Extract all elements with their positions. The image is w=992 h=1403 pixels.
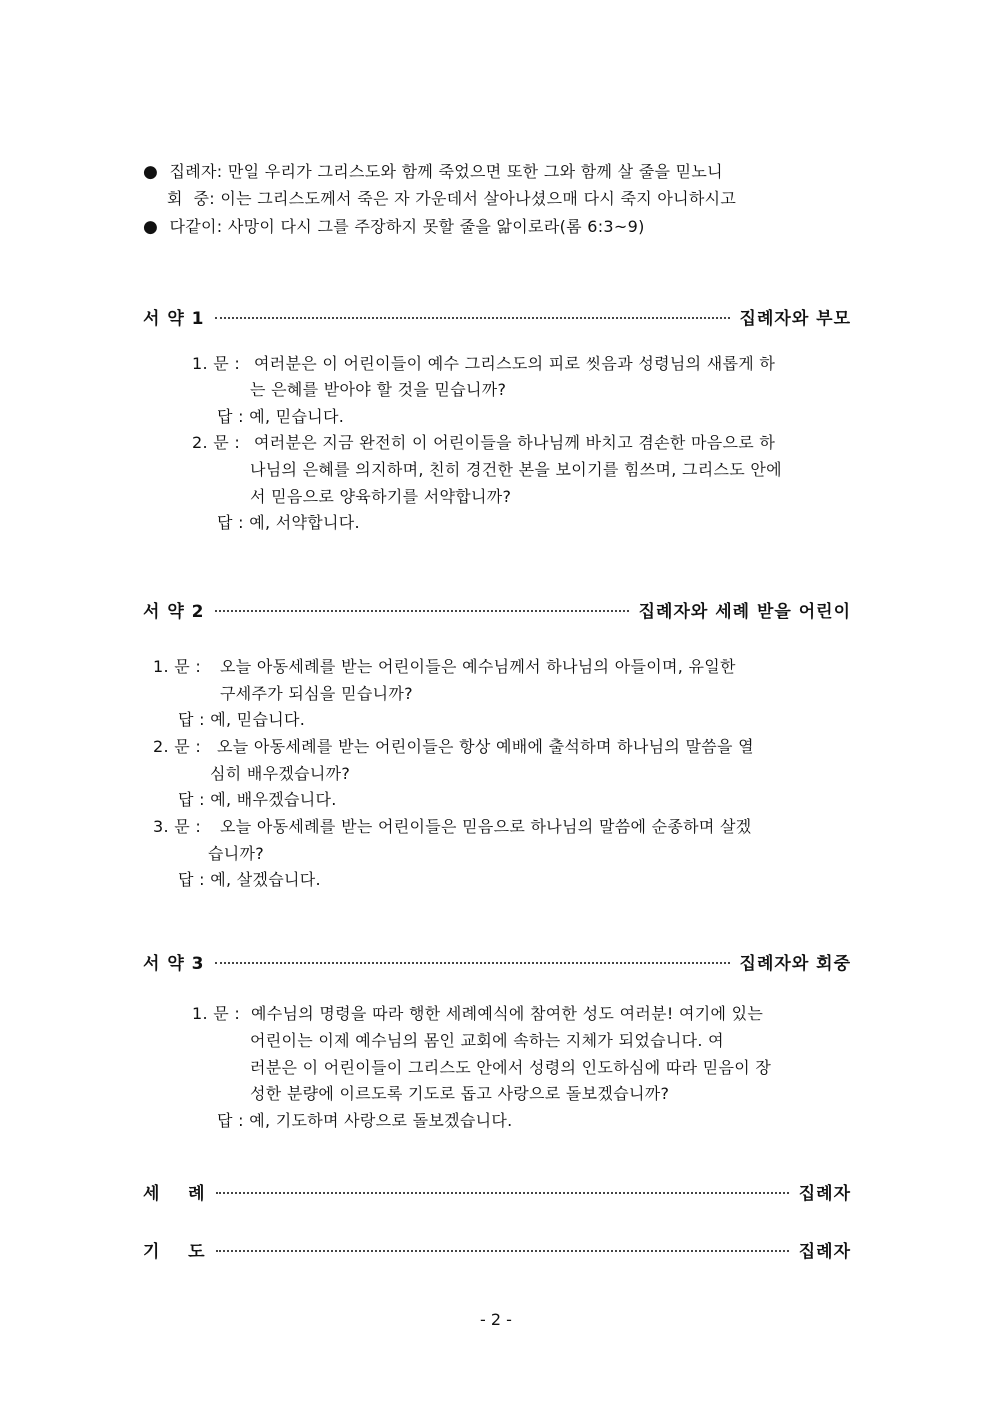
vow2-q3-line: 오늘 아동세례를 받는 어린이들은 믿음으로 하나님의 말씀에 순종하며 살겠 [220,817,752,836]
page-number: - 2 - [480,1310,512,1329]
vow2-q2-answer [178,790,337,810]
vow3-participants: 집례자와 회중 [739,953,851,974]
vow2-participants: 집례자와 세례 받을 어린이 [638,601,851,622]
vow3-heading [143,948,851,974]
intro-line-2 [167,189,736,209]
vow2-title: 서 약 2 [143,601,205,622]
bullet-icon: ● [143,217,159,237]
vow1-participants: 집례자와 부모 [739,308,851,329]
vow1-heading [143,303,851,329]
leader-dots [216,1250,789,1252]
leader-dots [215,610,629,612]
intro-text: 만일 우리가 그리스도와 함께 죽었으면 또한 그와 함께 살 줄을 믿노니 [227,162,723,181]
vow2-q2-line: 심히 배우겠습니까? [210,764,351,783]
vow1-q2-num: 2. 문 : [192,433,241,452]
vow1-q1-line: 는 은혜를 받아야 할 것을 믿습니까? [250,380,507,399]
vow1-q2-line: 나님의 은혜를 의지하며, 친히 경건한 본을 보이기를 힘쓰며, 그리스도 안에 [250,460,782,479]
answer-text: 예, 믿습니다. [249,407,345,426]
prayer-heading [143,1236,851,1262]
leader-dots [215,962,730,964]
answer-label: 답 : [178,790,205,809]
answer-text: 예, 기도하며 사랑으로 돌보겠습니다. [249,1111,513,1130]
baptism-heading [143,1178,851,1204]
answer-text: 예, 서약합니다. [249,513,360,532]
answer-text: 예, 배우겠습니다. [210,790,337,809]
vow2-q1-line: 오늘 아동세례를 받는 어린이들은 예수님께서 하나님의 아들이며, 유일한 [220,657,736,676]
vow2-q1-answer [178,710,305,730]
answer-text: 예, 살겠습니다. [210,870,321,889]
vow3-q1-line: 성한 분량에 이르도록 기도로 돕고 사랑으로 돌보겠습니까? [250,1084,670,1103]
vow1-q2-answer [217,513,360,533]
prayer-title: 기 도 [143,1241,206,1262]
intro-line-1 [143,162,723,182]
vow2-q3-answer [178,870,321,890]
vow1-q2-line: 서 믿음으로 양육하기를 서약합니까? [250,487,512,506]
vow2-q1-num: 1. 문 : [153,657,202,676]
intro-line-3 [143,217,645,237]
baptism-officiant: 집례자 [798,1183,851,1204]
vow1-q1-line: 여러분은 이 어린이들이 예수 그리스도의 피로 씻음과 성령님의 새롭게 하 [254,354,776,373]
leader-dots [215,317,730,319]
vow3-q1-num: 1. 문 : [192,1004,241,1023]
prayer-officiant: 집례자 [798,1241,851,1262]
vow2-q2-line: 오늘 아동세례를 받는 어린이들은 항상 예배에 출석하며 하나님의 말씀을 열 [217,737,754,756]
vow3-q1-line: 러분은 이 어린이들이 그리스도 안에서 성령의 인도하심에 따라 믿음이 장 [250,1058,772,1077]
vow2-q1-line: 구세주가 되심을 믿습니까? [220,684,413,703]
vow3-q1-line: 어린이는 이제 예수님의 몸인 교회에 속하는 지체가 되었습니다. 여 [250,1031,724,1050]
speaker-label: 집례자: [169,162,223,181]
answer-label: 답 : [217,407,244,426]
vow1-title: 서 약 1 [143,308,205,329]
vow2-q2-num: 2. 문 : [153,737,202,756]
answer-label: 답 : [217,513,244,532]
answer-text: 예, 믿습니다. [210,710,306,729]
vow3-title: 서 약 3 [143,953,205,974]
vow3-q1-line: 예수님의 명령을 따라 행한 세례예식에 참여한 성도 여러분! 여기에 있는 [251,1004,764,1023]
speaker-label: 다같이: [169,217,223,236]
leader-dots [216,1192,789,1194]
vow2-heading [143,596,851,622]
answer-label: 답 : [217,1111,244,1130]
answer-label: 답 : [178,870,205,889]
vow1-q2-line: 여러분은 지금 완전히 이 어린이들을 하나님께 바치고 겸손한 마음으로 하 [254,433,776,452]
vow1-q1-answer [217,407,344,427]
speaker-label: 회 중: [167,189,215,208]
vow3-q1-answer [217,1111,513,1131]
intro-text: 이는 그리스도께서 죽은 자 가운데서 살아나셨으매 다시 죽지 아니하시고 [220,189,737,208]
baptism-title: 세 례 [143,1183,206,1204]
vow2-q3-num: 3. 문 : [153,817,202,836]
vow2-q3-line: 습니까? [208,844,265,863]
answer-label: 답 : [178,710,205,729]
intro-text: 사망이 다시 그를 주장하지 못할 줄을 앎이로라(롬 6:3~9) [227,217,645,236]
vow1-q1-num: 1. 문 : [192,354,241,373]
bullet-icon: ● [143,162,159,182]
